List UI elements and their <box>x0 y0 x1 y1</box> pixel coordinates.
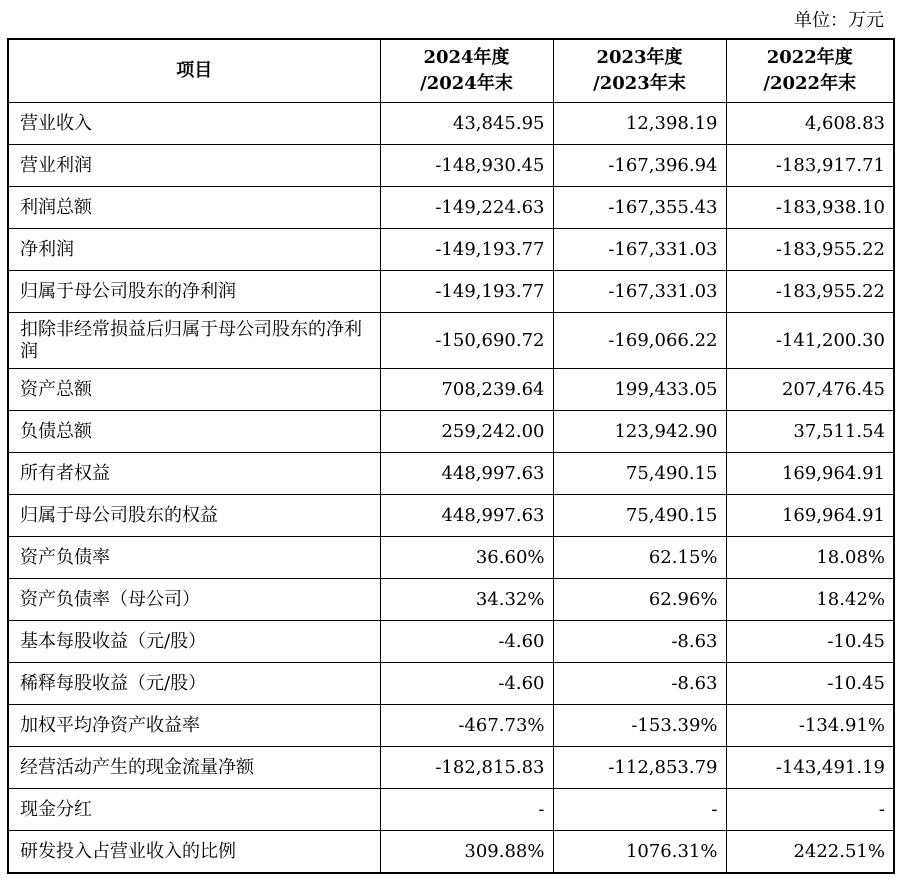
row-label: 研发投入占营业收入的比例 <box>8 831 380 874</box>
value-2023: 75,490.15 <box>553 453 726 495</box>
table-row <box>8 705 894 747</box>
table-row <box>8 621 894 663</box>
row-label: 资产总额 <box>8 369 380 411</box>
value-2023: 12,398.19 <box>553 103 726 145</box>
table-body <box>8 103 894 874</box>
financial-data-table <box>7 38 895 874</box>
value-2023: 199,433.05 <box>553 369 726 411</box>
table-row <box>8 453 894 495</box>
table-row <box>8 313 894 369</box>
value-2022: 169,964.91 <box>726 495 894 537</box>
value-2024: -4.60 <box>380 663 553 705</box>
value-2024: -182,815.83 <box>380 747 553 789</box>
table-row <box>8 789 894 831</box>
value-2023: -167,331.03 <box>553 271 726 313</box>
value-2023: 62.96% <box>553 579 726 621</box>
value-2024: 43,845.95 <box>380 103 553 145</box>
value-2022: -143,491.19 <box>726 747 894 789</box>
row-label: 现金分红 <box>8 789 380 831</box>
row-label: 所有者权益 <box>8 453 380 495</box>
value-2024: 34.32% <box>380 579 553 621</box>
table-row <box>8 411 894 453</box>
header-year-2024 <box>380 39 553 103</box>
value-2022: 169,964.91 <box>726 453 894 495</box>
header-year-2023-line1: 2023年度 <box>596 47 683 68</box>
value-2024: -148,930.45 <box>380 145 553 187</box>
value-2023: -153.39% <box>553 705 726 747</box>
header-item: 项目 <box>8 39 380 103</box>
row-label: 基本每股收益（元/股） <box>8 621 380 663</box>
value-2024: 36.60% <box>380 537 553 579</box>
table-row <box>8 579 894 621</box>
header-year-2024-line2: /2024年末 <box>420 73 513 94</box>
value-2022: -183,917.71 <box>726 145 894 187</box>
row-label: 扣除非经常损益后归属于母公司股东的净利润 <box>8 313 380 369</box>
table-row <box>8 229 894 271</box>
value-2022: -10.45 <box>726 621 894 663</box>
table-header-row <box>8 39 894 103</box>
header-year-2024-line1: 2024年度 <box>423 47 510 68</box>
value-2022: -183,938.10 <box>726 187 894 229</box>
header-year-2022-line1: 2022年度 <box>766 47 853 68</box>
row-label: 归属于母公司股东的净利润 <box>8 271 380 313</box>
value-2022: 18.42% <box>726 579 894 621</box>
table-row <box>8 747 894 789</box>
value-2024: 448,997.63 <box>380 495 553 537</box>
value-2022: -183,955.22 <box>726 229 894 271</box>
value-2022: 207,476.45 <box>726 369 894 411</box>
value-2023: - <box>553 789 726 831</box>
value-2023: -167,396.94 <box>553 145 726 187</box>
value-2023: -167,355.43 <box>553 187 726 229</box>
value-2024: -149,193.77 <box>380 229 553 271</box>
row-label: 资产负债率（母公司） <box>8 579 380 621</box>
value-2024: 309.88% <box>380 831 553 874</box>
value-2022: -183,955.22 <box>726 271 894 313</box>
table-row <box>8 831 894 874</box>
table-row <box>8 187 894 229</box>
table-row <box>8 495 894 537</box>
value-2022: 18.08% <box>726 537 894 579</box>
value-2024: -149,193.77 <box>380 271 553 313</box>
table-row <box>8 663 894 705</box>
value-2023: 62.15% <box>553 537 726 579</box>
value-2024: 708,239.64 <box>380 369 553 411</box>
row-label: 利润总额 <box>8 187 380 229</box>
value-2022: - <box>726 789 894 831</box>
value-2022: 37,511.54 <box>726 411 894 453</box>
value-2024: -467.73% <box>380 705 553 747</box>
row-label: 资产负债率 <box>8 537 380 579</box>
value-2022: -10.45 <box>726 663 894 705</box>
value-2024: -150,690.72 <box>380 313 553 369</box>
value-2022: -141,200.30 <box>726 313 894 369</box>
unit-note: 单位：万元 <box>794 10 884 31</box>
value-2022: 2422.51% <box>726 831 894 874</box>
row-label: 稀释每股收益（元/股） <box>8 663 380 705</box>
header-year-2023-line2: /2023年末 <box>593 73 686 94</box>
value-2022: 4,608.83 <box>726 103 894 145</box>
table-row <box>8 369 894 411</box>
table-row <box>8 537 894 579</box>
row-label: 营业利润 <box>8 145 380 187</box>
row-label: 归属于母公司股东的权益 <box>8 495 380 537</box>
row-label: 营业收入 <box>8 103 380 145</box>
value-2023: 1076.31% <box>553 831 726 874</box>
value-2023: -169,066.22 <box>553 313 726 369</box>
value-2024: -4.60 <box>380 621 553 663</box>
row-label: 经营活动产生的现金流量净额 <box>8 747 380 789</box>
row-label: 加权平均净资产收益率 <box>8 705 380 747</box>
value-2024: - <box>380 789 553 831</box>
value-2023: 123,942.90 <box>553 411 726 453</box>
table-row <box>8 103 894 145</box>
table-row <box>8 271 894 313</box>
value-2023: -8.63 <box>553 621 726 663</box>
value-2024: -149,224.63 <box>380 187 553 229</box>
value-2023: -112,853.79 <box>553 747 726 789</box>
row-label: 负债总额 <box>8 411 380 453</box>
table-row <box>8 145 894 187</box>
value-2022: -134.91% <box>726 705 894 747</box>
row-label: 净利润 <box>8 229 380 271</box>
value-2024: 259,242.00 <box>380 411 553 453</box>
value-2023: 75,490.15 <box>553 495 726 537</box>
header-year-2023 <box>553 39 726 103</box>
header-year-2022 <box>726 39 894 103</box>
value-2023: -167,331.03 <box>553 229 726 271</box>
value-2023: -8.63 <box>553 663 726 705</box>
header-year-2022-line2: /2022年末 <box>763 73 857 94</box>
value-2024: 448,997.63 <box>380 453 553 495</box>
